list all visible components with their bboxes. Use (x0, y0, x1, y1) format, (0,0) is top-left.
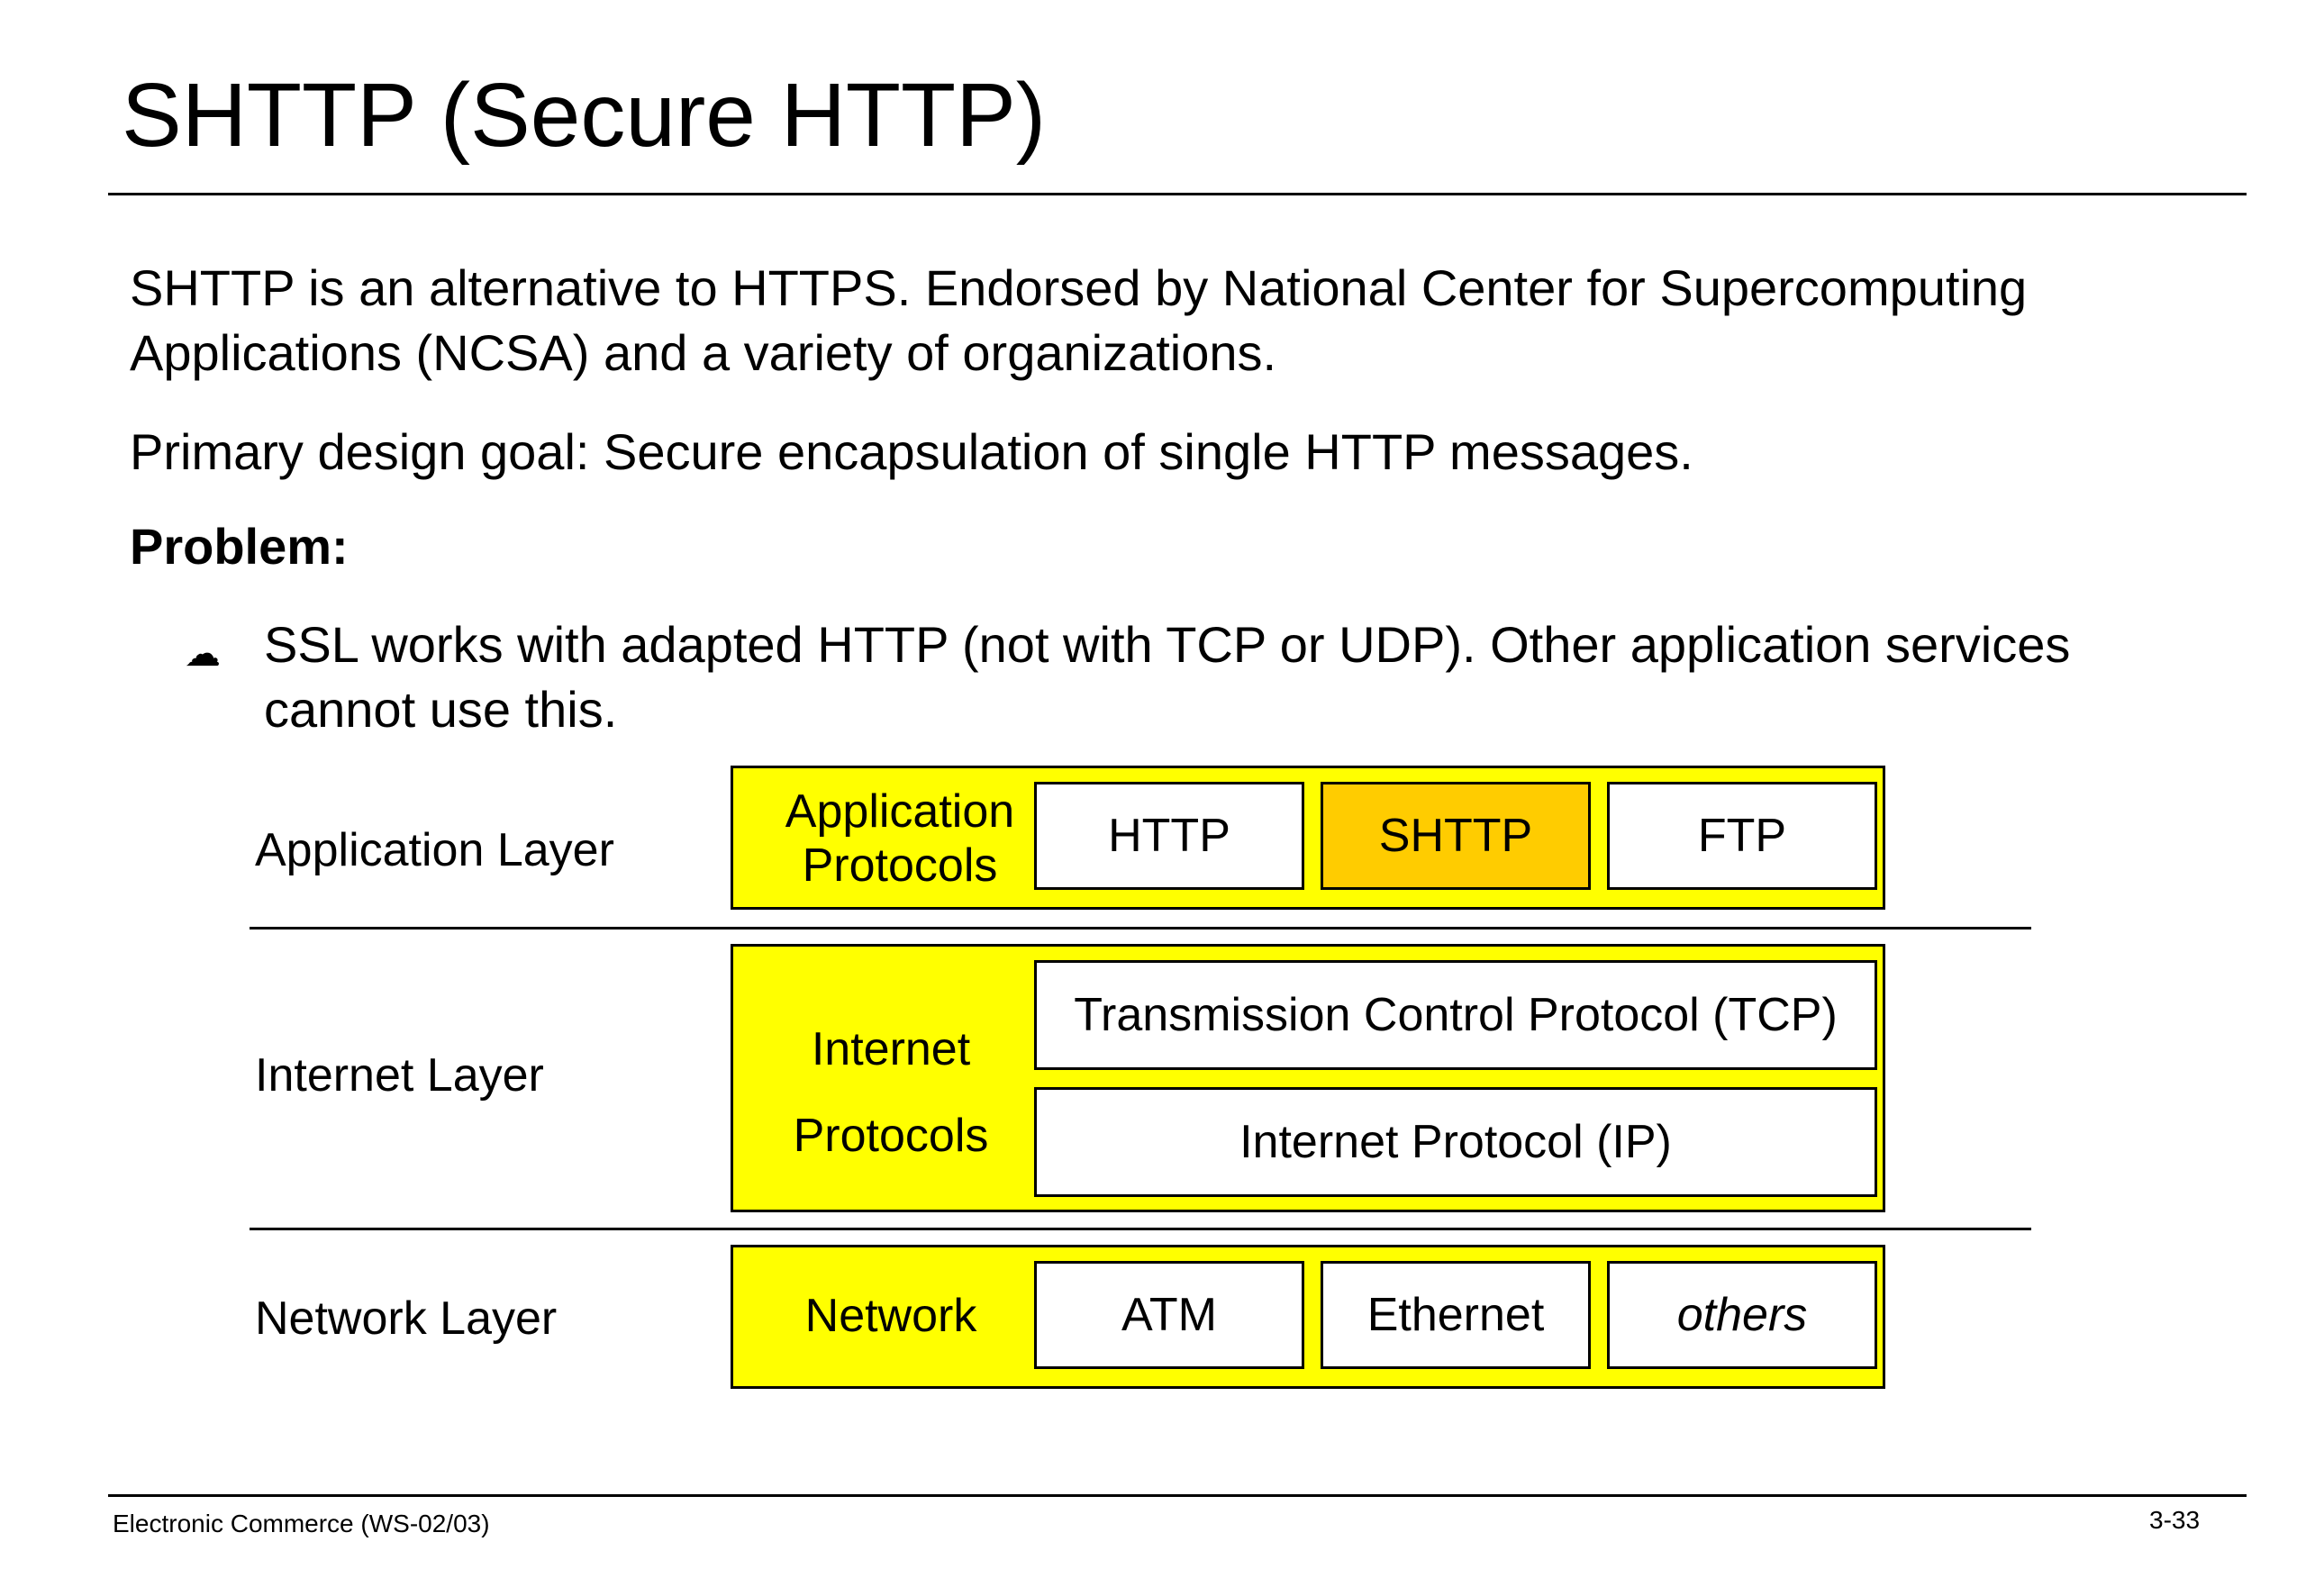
problem-heading: Problem: (130, 518, 349, 575)
group-label-line: Internet (811, 1023, 971, 1075)
intro-line-2: Applications (NCSA) and a variety of organizations. (130, 324, 1277, 381)
network-layer-label: Network Layer (255, 1292, 558, 1345)
bullet-line-2: cannot use this. (264, 681, 618, 738)
title-rule (108, 193, 2247, 195)
problem-bullet (264, 612, 2070, 742)
shttp-box: SHTTP (1321, 782, 1591, 890)
atm-box: ATM (1034, 1261, 1304, 1369)
footer-rule (108, 1494, 2247, 1497)
network-band (731, 1245, 1885, 1389)
ethernet-box: Ethernet (1321, 1261, 1591, 1369)
ftp-box: FTP (1607, 782, 1877, 890)
bullet-line-1: SSL works with adapted HTTP (not with TCP or UDP). Other application services (264, 616, 2071, 673)
intro-paragraph (130, 256, 2027, 385)
http-box: HTTP (1034, 782, 1304, 890)
network-label: Network (804, 1290, 977, 1342)
group-label-line: Protocols (802, 839, 998, 892)
bullet-icon: ☁ (185, 634, 221, 674)
internet-protocols-band (731, 944, 1885, 1212)
application-layer-label: Application Layer (255, 824, 614, 876)
intro-line-1: SHTTP is an alternative to HTTPS. Endorsed by National Center for Supercomputing (130, 259, 2028, 316)
application-protocols-label (751, 784, 1049, 893)
layer-separator (250, 1228, 2031, 1230)
tcp-box: Transmission Control Protocol (TCP) (1034, 960, 1877, 1070)
layer-separator (250, 927, 2031, 929)
page-number: 3-33 (2149, 1506, 2201, 1534)
others-box: others (1607, 1261, 1877, 1369)
application-protocols-band (731, 766, 1885, 910)
design-goal-paragraph: Primary design goal: Secure encapsulation of single HTTP messages. (130, 423, 1693, 480)
group-label-line: Protocols (793, 1110, 989, 1162)
footer-course: Electronic Commerce (WS-02/03) (113, 1510, 490, 1537)
group-label-line: Application (785, 785, 1015, 838)
slide-title: SHTTP (Secure HTTP) (122, 65, 1047, 166)
ip-box: Internet Protocol (IP) (1034, 1087, 1877, 1197)
internet-protocols-label (742, 1006, 1040, 1179)
internet-layer-label: Internet Layer (255, 1049, 544, 1102)
